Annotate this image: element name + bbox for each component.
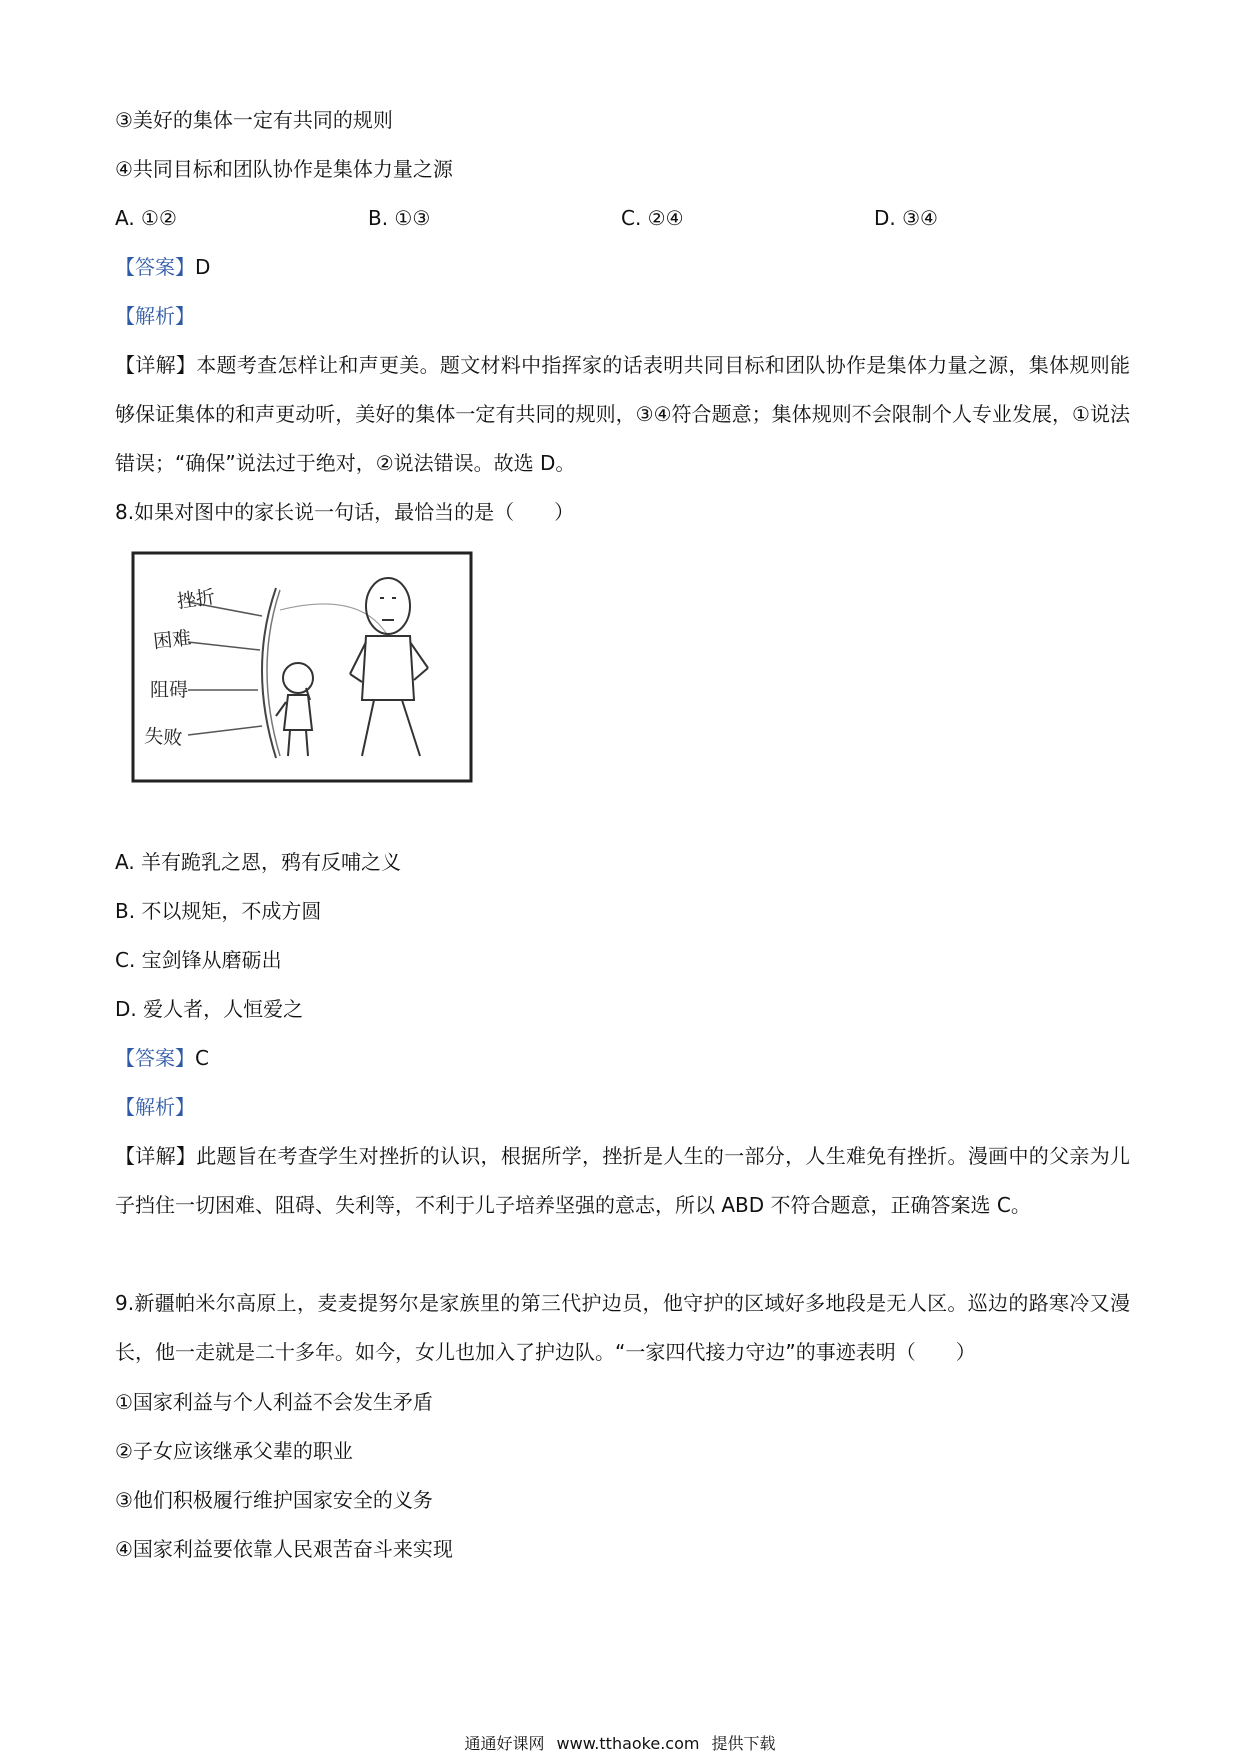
answer-value: D <box>195 255 211 279</box>
q9-statement-2: ②子女应该继承父辈的职业 <box>115 1439 353 1463</box>
answer-tag: 【答案】 <box>115 255 195 279</box>
q7-option-d: D. ③④ <box>874 206 938 230</box>
q8-option-c: C. 宝剑锋从磨砺出 <box>115 948 282 972</box>
detail-tag: 【详解】 <box>115 353 197 377</box>
answer-value: C <box>195 1046 209 1070</box>
cartoon-illustration <box>130 550 474 784</box>
detail-text: 此题旨在考查学生对挫折的认识，根据所学，挫折是人生的一部分，人生难免有挫折。漫画中的父亲为儿子挡住一切困难、阻碍、失利等，不利于儿子培养坚强的意志，所以 ABD 不符合题意，正确答案选 C。 <box>115 1144 1131 1217</box>
q7-answer <box>115 253 210 281</box>
q9-statement-4: ④国家利益要依靠人民艰苦奋斗来实现 <box>115 1537 453 1561</box>
detail-tag: 【详解】 <box>115 1144 197 1168</box>
figure-label-3: 阻碍 <box>150 679 189 701</box>
q8-answer <box>115 1044 209 1072</box>
analysis-tag: 【解析】 <box>115 1095 195 1119</box>
q8-analysis-heading <box>115 1093 195 1121</box>
footer-note: 提供下载 <box>711 1734 776 1753</box>
footer-url[interactable]: www.tthaoke.com <box>556 1734 700 1753</box>
q8-option-d: D. 爱人者，人恒爱之 <box>115 997 304 1021</box>
q8-detail <box>115 1132 1130 1230</box>
q8-cartoon-figure <box>130 550 474 784</box>
q9-question: 9.新疆帕米尔高原上，麦麦提努尔是家族里的第三代护边员，他守护的区域好多地段是无人区。巡边的路寒冷又漫长，他一走就是二十多年。如今，女儿也加入了护边队。“一家四代接力守边”的事迹表明（ ） <box>115 1291 1130 1364</box>
q7-detail <box>115 341 1130 488</box>
q9-statement-1: ①国家利益与个人利益不会发生矛盾 <box>115 1390 433 1414</box>
figure-label-2: 困难 <box>152 627 193 653</box>
q7-option-a: A. ①② <box>115 206 177 230</box>
figure-label-4: 失败 <box>143 725 184 750</box>
answer-tag: 【答案】 <box>115 1046 195 1070</box>
detail-text: 本题考查怎样让和声更美。题文材料中指挥家的话表明共同目标和团队协作是集体力量之源，集体规则能够保证集体的和声更动听，美好的集体一定有共同的规则，③④符合题意；集体规则不会限制个人专业发展，①说法错误；“确保”说法过于绝对，②说法错误。故选 D。 <box>115 353 1131 475</box>
q7-option-b: B. ①③ <box>368 206 431 230</box>
q7-option-c: C. ②④ <box>621 206 684 230</box>
q7-statement-3: ③美好的集体一定有共同的规则 <box>115 108 393 132</box>
analysis-tag: 【解析】 <box>115 304 195 328</box>
q8-option-b: B. 不以规矩，不成方圆 <box>115 899 322 923</box>
q7-analysis-heading <box>115 302 195 330</box>
footer-site: 通通好课网 <box>464 1734 545 1753</box>
cartoon-frame <box>133 553 471 781</box>
q9-statement-3: ③他们积极履行维护国家安全的义务 <box>115 1488 433 1512</box>
q7-options <box>115 204 1130 232</box>
figure-label-1: 挫折 <box>175 585 217 613</box>
page-footer <box>0 1734 1240 1754</box>
q7-statement-4: ④共同目标和团队协作是集体力量之源 <box>115 157 453 181</box>
q8-question: 8.如果对图中的家长说一句话，最恰当的是（ ） <box>115 500 575 524</box>
q8-option-a: A. 羊有跪乳之恩，鸦有反哺之义 <box>115 850 402 874</box>
